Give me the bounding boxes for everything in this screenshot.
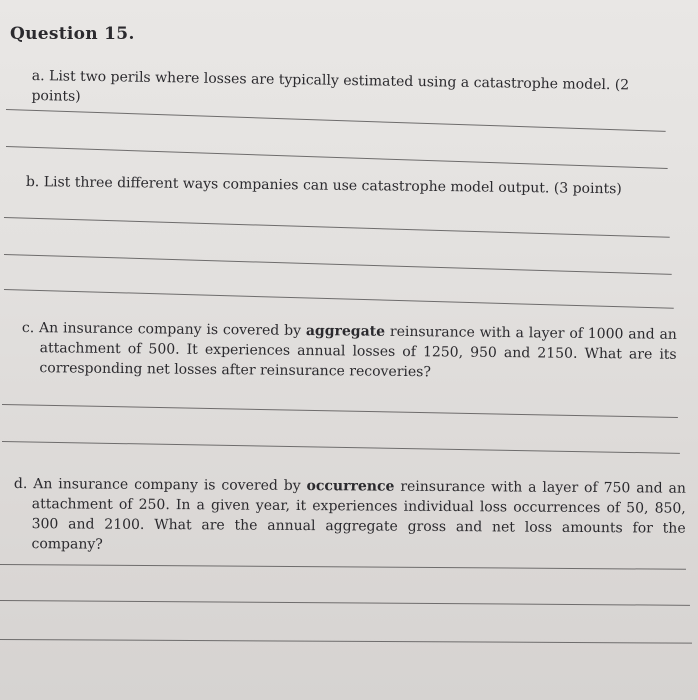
question-c-bold: aggregate xyxy=(305,322,386,340)
question-c-prefix: c. An insurance company is covered by xyxy=(21,319,306,339)
answer-line xyxy=(0,600,690,606)
question-d xyxy=(13,474,686,559)
question-d-bold: occurrence xyxy=(306,478,395,495)
question-d-prefix: d. An insurance company is covered by xyxy=(13,475,307,495)
question-d-suffix: reinsurance with a layer of 750 and an attachment of 250. In a given year, it experiences individual loss occurrences of 50, 850, 300 and 2100. What are the annual aggregate gross and net loss amounts for the company? xyxy=(31,478,686,553)
question-d-text xyxy=(13,474,686,559)
answer-line xyxy=(2,441,680,454)
answer-line xyxy=(0,564,686,570)
answer-line xyxy=(2,404,678,418)
question-a: a. List two perils where losses are typically estimated using a catastrophe model. (2 points) xyxy=(31,67,630,105)
question-b: b. List three different ways companies can use catastrophe model output. (3 points) xyxy=(25,173,622,198)
answer-line xyxy=(4,289,674,309)
question-c-suffix: reinsurance with a layer of 1000 and an attachment of 500. It experiences annual losses of 1250, 950 and 2150. What are its corresponding net losses after reinsurance recoveries? xyxy=(39,323,677,381)
answer-line xyxy=(0,639,692,644)
question-c-text xyxy=(21,318,677,385)
answer-line xyxy=(6,146,668,169)
answer-line xyxy=(4,217,670,238)
question-title: Question 15. xyxy=(10,24,135,44)
answer-line xyxy=(4,254,672,275)
question-c xyxy=(21,318,677,385)
